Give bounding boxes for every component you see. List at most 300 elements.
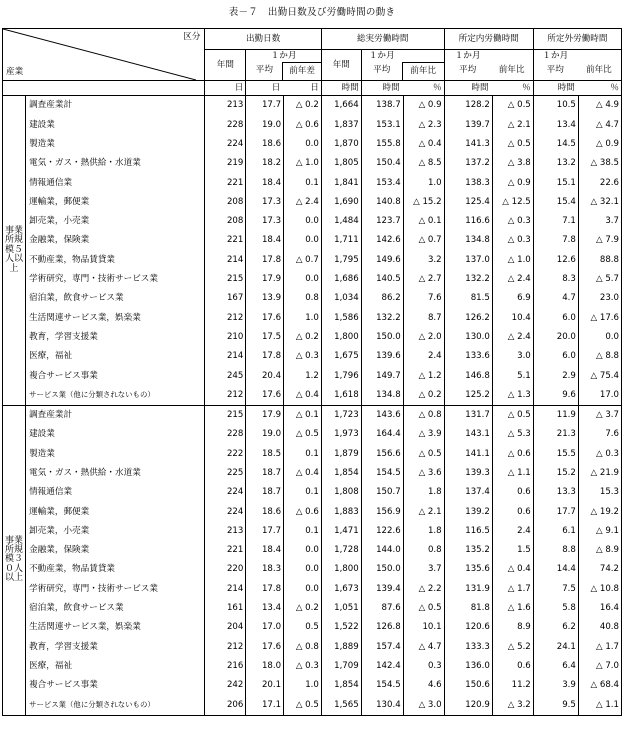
value-cell: 125.4 [444, 192, 492, 211]
table-row [3, 250, 622, 269]
value-cell: △ 0.6 [284, 502, 322, 521]
value-cell: 6.1 [533, 522, 578, 541]
header-annual-days: 年間 [205, 50, 246, 81]
value-cell: 228 [205, 425, 246, 444]
table-row [3, 483, 622, 502]
value-cell: 0.1 [284, 444, 322, 463]
value-cell: 210 [205, 328, 246, 347]
industry-label: 教育，学習支援業 [26, 637, 205, 656]
value-cell: 1,870 [321, 135, 361, 154]
value-cell: △ 2.2 [403, 579, 444, 598]
value-cell: △ 3.8 [492, 154, 533, 173]
value-cell: △ 0.2 [284, 328, 322, 347]
value-cell: 131.7 [444, 405, 492, 425]
table-row [3, 657, 622, 676]
value-cell: 3.7 [578, 212, 621, 231]
value-cell: 15.4 [533, 192, 578, 211]
value-cell: 9.6 [533, 385, 578, 405]
value-cell: 18.6 [246, 135, 284, 154]
table-row [3, 212, 622, 231]
table-row [3, 405, 622, 425]
value-cell: 123.7 [361, 212, 403, 231]
value-cell: 133.6 [444, 347, 492, 366]
table-row [3, 502, 622, 521]
value-cell: △ 1.7 [492, 579, 533, 598]
value-cell: 138.3 [444, 173, 492, 192]
industry-label: 調査産業計 [26, 405, 205, 425]
value-cell: 7.1 [533, 212, 578, 231]
value-cell: △ 1.3 [492, 385, 533, 405]
value-cell: 1,673 [321, 579, 361, 598]
value-cell: △ 19.2 [578, 502, 621, 521]
value-cell: △ 0.3 [578, 444, 621, 463]
table-row [3, 328, 622, 347]
industry-label: 教育，学習支援業 [26, 328, 205, 347]
value-cell: 17.3 [246, 212, 284, 231]
value-cell: 0.0 [284, 560, 322, 579]
value-cell: 143.1 [444, 425, 492, 444]
industry-label: 不動産業，物品賃貸業 [26, 250, 205, 269]
value-cell: △ 2.4 [492, 270, 533, 289]
value-cell: △ 1.2 [403, 366, 444, 385]
value-cell: 1.8 [403, 522, 444, 541]
table-row [3, 676, 622, 695]
value-cell: 139.7 [444, 115, 492, 134]
value-cell: △ 0.4 [284, 385, 322, 405]
value-cell: 13.3 [533, 483, 578, 502]
value-cell: 18.7 [246, 483, 284, 502]
unit-cell: 時間 [557, 82, 575, 93]
unit-cell: 時間 [382, 82, 400, 93]
value-cell: 0.3 [403, 657, 444, 676]
value-cell: 122.6 [361, 522, 403, 541]
value-cell: 140.8 [361, 192, 403, 211]
value-cell: △ 0.6 [284, 115, 322, 134]
value-cell: 116.6 [444, 212, 492, 231]
unit-cell: ％ [610, 82, 619, 93]
value-cell: △ 0.5 [403, 599, 444, 618]
value-cell: 1,484 [321, 212, 361, 231]
value-cell: 2.4 [492, 522, 533, 541]
value-cell: 2.9 [533, 366, 578, 385]
value-cell: △ 1.6 [492, 599, 533, 618]
value-cell: 138.7 [361, 96, 403, 116]
value-cell: 1,711 [321, 231, 361, 250]
value-cell: 0.0 [284, 231, 322, 250]
industry-label: 電気・ガス・熱供給・水道業 [26, 464, 205, 483]
value-cell: △ 1.1 [578, 695, 621, 715]
value-cell: 8.3 [533, 270, 578, 289]
value-cell: 1,805 [321, 154, 361, 173]
industry-label: 生活関連サービス業，娯楽業 [26, 618, 205, 637]
header-monthly-overtime-label-2: 平均 [546, 65, 564, 75]
value-cell: 15.1 [533, 173, 578, 192]
value-cell: 13.4 [246, 599, 284, 618]
value-cell: 204 [205, 618, 246, 637]
value-cell: 20.4 [246, 366, 284, 385]
value-cell: 0.6 [492, 657, 533, 676]
industry-label: 運輸業，郵便業 [26, 192, 205, 211]
table-title: 表－７ 出勤日数及び労働時間の動き [228, 7, 396, 18]
value-cell: 1.5 [492, 541, 533, 560]
header-monthly-overtime [533, 50, 621, 81]
value-cell: △ 1.0 [492, 250, 533, 269]
value-cell: 120.6 [444, 618, 492, 637]
industry-label: 不動産業，物品賃貸業 [26, 560, 205, 579]
value-cell: 1,522 [321, 618, 361, 637]
value-cell: △ 9.1 [578, 522, 621, 541]
value-cell: △ 75.4 [578, 366, 621, 385]
value-cell: 1,854 [321, 464, 361, 483]
value-cell: 1,800 [321, 328, 361, 347]
table-row [3, 695, 622, 715]
value-cell: 150.0 [361, 328, 403, 347]
value-cell: 1.8 [403, 483, 444, 502]
value-cell: △ 5.7 [578, 270, 621, 289]
value-cell: △ 3.2 [492, 695, 533, 715]
value-cell: 21.3 [533, 425, 578, 444]
table-row [3, 637, 622, 656]
value-cell: △ 0.6 [492, 444, 533, 463]
value-cell: 17.1 [246, 695, 284, 715]
value-cell: 18.6 [246, 502, 284, 521]
value-cell: 130.4 [361, 695, 403, 715]
value-cell: △ 2.1 [403, 502, 444, 521]
header-monthly-label-2: 平均 [255, 65, 273, 75]
header-monthly-days [246, 50, 322, 81]
industry-label: 調査産業計 [26, 96, 205, 116]
value-cell: △ 0.3 [492, 212, 533, 231]
value-cell: △ 0.7 [403, 231, 444, 250]
industry-label: 複合サービス事業 [26, 366, 205, 385]
value-cell: 126.8 [361, 618, 403, 637]
table-row [3, 522, 622, 541]
value-cell: 1,854 [321, 676, 361, 695]
value-cell: 150.6 [444, 676, 492, 695]
value-cell: 1,973 [321, 425, 361, 444]
value-cell: 1,586 [321, 308, 361, 327]
header-monthly-scheduled-label-1: １か月 [454, 51, 481, 61]
value-cell: △ 0.4 [284, 464, 322, 483]
value-cell: △ 0.4 [492, 560, 533, 579]
value-cell: 137.4 [444, 483, 492, 502]
table-row [3, 289, 622, 308]
value-cell: 225 [205, 464, 246, 483]
value-cell: △ 0.9 [492, 173, 533, 192]
value-cell: 12.6 [533, 250, 578, 269]
header-total-hours: 総実労働時間 [321, 29, 444, 50]
value-cell: 7.6 [578, 425, 621, 444]
value-cell: △ 0.9 [403, 96, 444, 116]
value-cell: 139.2 [444, 502, 492, 521]
table-row [3, 444, 622, 463]
value-cell: 1,664 [321, 96, 361, 116]
value-cell: 154.5 [361, 464, 403, 483]
header-diff: 前年差 [282, 62, 321, 80]
value-cell: 1,690 [321, 192, 361, 211]
value-cell: △ 0.2 [284, 96, 322, 116]
value-cell: 221 [205, 231, 246, 250]
value-cell: 213 [205, 522, 246, 541]
table-row [3, 308, 622, 327]
value-cell: 1,883 [321, 502, 361, 521]
value-cell: 132.2 [444, 270, 492, 289]
value-cell: 143.6 [361, 405, 403, 425]
value-cell: 8.7 [403, 308, 444, 327]
value-cell: △ 4.7 [578, 115, 621, 134]
value-cell: △ 8.5 [403, 154, 444, 173]
value-cell: 1,889 [321, 637, 361, 656]
value-cell: 153.1 [361, 115, 403, 134]
value-cell: 6.4 [533, 657, 578, 676]
value-cell: 1,841 [321, 173, 361, 192]
diagonal-line [3, 29, 196, 80]
value-cell: △ 7.0 [578, 657, 621, 676]
value-cell: 16.4 [578, 599, 621, 618]
value-cell: 15.3 [578, 483, 621, 502]
industry-label: サービス業（他に分類されないもの） [26, 695, 205, 715]
value-cell: △ 0.2 [284, 599, 322, 618]
value-cell: △ 0.8 [403, 405, 444, 425]
value-cell: 9.5 [533, 695, 578, 715]
value-cell: 212 [205, 385, 246, 405]
table-row [3, 425, 622, 444]
value-cell: 1,808 [321, 483, 361, 502]
value-cell: △ 0.9 [578, 135, 621, 154]
value-cell: △ 0.5 [492, 96, 533, 116]
value-cell: 1,686 [321, 270, 361, 289]
unit-cell: ％ [522, 82, 531, 93]
value-cell: 19.0 [246, 425, 284, 444]
value-cell: 20.0 [533, 328, 578, 347]
value-cell: △ 10.8 [578, 579, 621, 598]
header-monthly-overtime-label-1: １か月 [542, 51, 569, 61]
value-cell: 164.4 [361, 425, 403, 444]
table-row [3, 135, 622, 154]
value-cell: 156.9 [361, 502, 403, 521]
value-cell: 224 [205, 502, 246, 521]
table-row [3, 560, 622, 579]
header-row-groups [3, 29, 622, 50]
value-cell: 116.5 [444, 522, 492, 541]
value-cell: △ 2.4 [284, 192, 322, 211]
value-cell: △ 8.8 [578, 347, 621, 366]
value-cell: 0.0 [284, 135, 322, 154]
industry-label: 建設業 [26, 425, 205, 444]
value-cell: 150.4 [361, 154, 403, 173]
value-cell: 7.8 [533, 231, 578, 250]
value-cell: 139.6 [361, 347, 403, 366]
value-cell: 141.3 [444, 135, 492, 154]
value-cell: 0.6 [492, 483, 533, 502]
value-cell: 8.9 [492, 618, 533, 637]
value-cell: 81.8 [444, 599, 492, 618]
value-cell: △ 0.3 [492, 231, 533, 250]
industry-label: 金融業，保険業 [26, 541, 205, 560]
value-cell: 156.6 [361, 444, 403, 463]
value-cell: 6.0 [533, 347, 578, 366]
industry-label: 運輸業，郵便業 [26, 502, 205, 521]
value-cell: △ 0.3 [284, 347, 322, 366]
value-cell: 14.5 [533, 135, 578, 154]
header-monthly-total [361, 50, 444, 81]
header-corner [3, 29, 205, 81]
value-cell: △ 2.3 [403, 115, 444, 134]
value-cell: 0.0 [578, 328, 621, 347]
value-cell: 4.6 [403, 676, 444, 695]
value-cell: 6.0 [533, 308, 578, 327]
value-cell: △ 0.1 [403, 212, 444, 231]
table-row [3, 270, 622, 289]
unit-cell: 日 [271, 82, 281, 93]
table-row [3, 115, 622, 134]
value-cell: 18.4 [246, 173, 284, 192]
unit-cell-pair [444, 81, 533, 96]
value-cell: 141.1 [444, 444, 492, 463]
value-cell: △ 5.3 [492, 425, 533, 444]
value-cell: 1,034 [321, 289, 361, 308]
value-cell: 1,051 [321, 599, 361, 618]
value-cell: 0.0 [284, 270, 322, 289]
value-cell: 126.2 [444, 308, 492, 327]
value-cell: 1,879 [321, 444, 361, 463]
value-cell: 167 [205, 289, 246, 308]
value-cell: 6.9 [492, 289, 533, 308]
value-cell: 224 [205, 135, 246, 154]
value-cell: △ 0.4 [403, 135, 444, 154]
table-row [3, 599, 622, 618]
value-cell: 1,618 [321, 385, 361, 405]
industry-label: 卸売業，小売業 [26, 212, 205, 231]
table-row [3, 173, 622, 192]
value-cell: 5.8 [533, 599, 578, 618]
value-cell: 215 [205, 270, 246, 289]
value-cell: 11.2 [492, 676, 533, 695]
value-cell: 3.2 [403, 250, 444, 269]
unit-cell-pair [533, 81, 621, 96]
value-cell: 139.4 [361, 579, 403, 598]
value-cell: △ 0.2 [403, 385, 444, 405]
table-row [3, 579, 622, 598]
value-cell: 1,796 [321, 366, 361, 385]
value-cell: 17.8 [246, 250, 284, 269]
value-cell: △ 2.7 [403, 270, 444, 289]
value-cell: 125.2 [444, 385, 492, 405]
value-cell: 13.9 [246, 289, 284, 308]
value-cell: 19.0 [246, 115, 284, 134]
value-cell: 1,709 [321, 657, 361, 676]
value-cell: 1,795 [321, 250, 361, 269]
table-row [3, 96, 622, 116]
value-cell: 23.0 [578, 289, 621, 308]
header-monthly-label-1: １か月 [270, 51, 297, 61]
value-cell: 222 [205, 444, 246, 463]
header-ratio-overtime: 前年比 [585, 65, 612, 75]
value-cell: 0.8 [403, 541, 444, 560]
value-cell: 3.9 [533, 676, 578, 695]
header-sangyo: 産業 [6, 67, 24, 78]
table-row [3, 618, 622, 637]
value-cell: △ 15.2 [403, 192, 444, 211]
header-scheduled-hours: 所定内労働時間 [444, 29, 533, 50]
value-cell: 120.9 [444, 695, 492, 715]
value-cell: 0.1 [284, 483, 322, 502]
value-cell: 1.2 [284, 366, 322, 385]
value-cell: △ 12.5 [492, 192, 533, 211]
value-cell: 20.1 [246, 676, 284, 695]
value-cell: △ 7.9 [578, 231, 621, 250]
industry-label: 医療，福祉 [26, 347, 205, 366]
value-cell: 40.8 [578, 618, 621, 637]
value-cell: 86.2 [361, 289, 403, 308]
value-cell: 128.2 [444, 96, 492, 116]
value-cell: 17.0 [246, 618, 284, 637]
value-cell: △ 2.1 [492, 115, 533, 134]
value-cell: 1,471 [321, 522, 361, 541]
value-cell: 17.6 [246, 308, 284, 327]
value-cell: 144.0 [361, 541, 403, 560]
value-cell: △ 0.8 [284, 637, 322, 656]
value-cell: 10.1 [403, 618, 444, 637]
header-overtime-hours: 所定外労働時間 [533, 29, 621, 50]
value-cell: 6.2 [533, 618, 578, 637]
value-cell: 0.5 [284, 618, 322, 637]
value-cell: △ 4.9 [578, 96, 621, 116]
value-cell: 18.2 [246, 154, 284, 173]
value-cell: 157.4 [361, 637, 403, 656]
unit-cell: 時間 [321, 81, 361, 96]
industry-label: 製造業 [26, 444, 205, 463]
value-cell: 134.8 [361, 385, 403, 405]
header-ratio-total: 前年比 [402, 62, 444, 80]
header-attendance-days: 出勤日数 [205, 29, 321, 50]
header-ratio-scheduled: 前年比 [498, 65, 525, 75]
value-cell: 17.8 [246, 579, 284, 598]
value-cell: 130.0 [444, 328, 492, 347]
value-cell: △ 0.5 [284, 425, 322, 444]
value-cell: △ 21.9 [578, 464, 621, 483]
industry-label: 卸売業，小売業 [26, 522, 205, 541]
value-cell: 11.9 [533, 405, 578, 425]
value-cell: 3.7 [403, 560, 444, 579]
value-cell: 17.7 [533, 502, 578, 521]
value-cell: 0.8 [284, 289, 322, 308]
value-cell: 1,728 [321, 541, 361, 560]
value-cell: 17.3 [246, 192, 284, 211]
value-cell: △ 8.9 [578, 541, 621, 560]
group-label: 事業所規模５人以上 [3, 96, 26, 406]
value-cell: 17.5 [246, 328, 284, 347]
value-cell: 7.5 [533, 579, 578, 598]
unit-row [3, 81, 622, 96]
industry-label: 電気・ガス・熱供給・水道業 [26, 154, 205, 173]
value-cell: 10.4 [492, 308, 533, 327]
value-cell: 0.1 [284, 173, 322, 192]
industry-label: 宿泊業，飲食サービス業 [26, 599, 205, 618]
value-cell: 22.6 [578, 173, 621, 192]
value-cell: 8.8 [533, 541, 578, 560]
value-cell: △ 1.0 [284, 154, 322, 173]
value-cell: 1,565 [321, 695, 361, 715]
value-cell: 17.7 [246, 96, 284, 116]
unit-cell: 時間 [471, 82, 489, 93]
industry-label: 複合サービス事業 [26, 676, 205, 695]
value-cell: △ 5.2 [492, 637, 533, 656]
value-cell: 214 [205, 250, 246, 269]
value-cell: △ 4.7 [403, 637, 444, 656]
value-cell: △ 0.1 [284, 405, 322, 425]
value-cell: 219 [205, 154, 246, 173]
